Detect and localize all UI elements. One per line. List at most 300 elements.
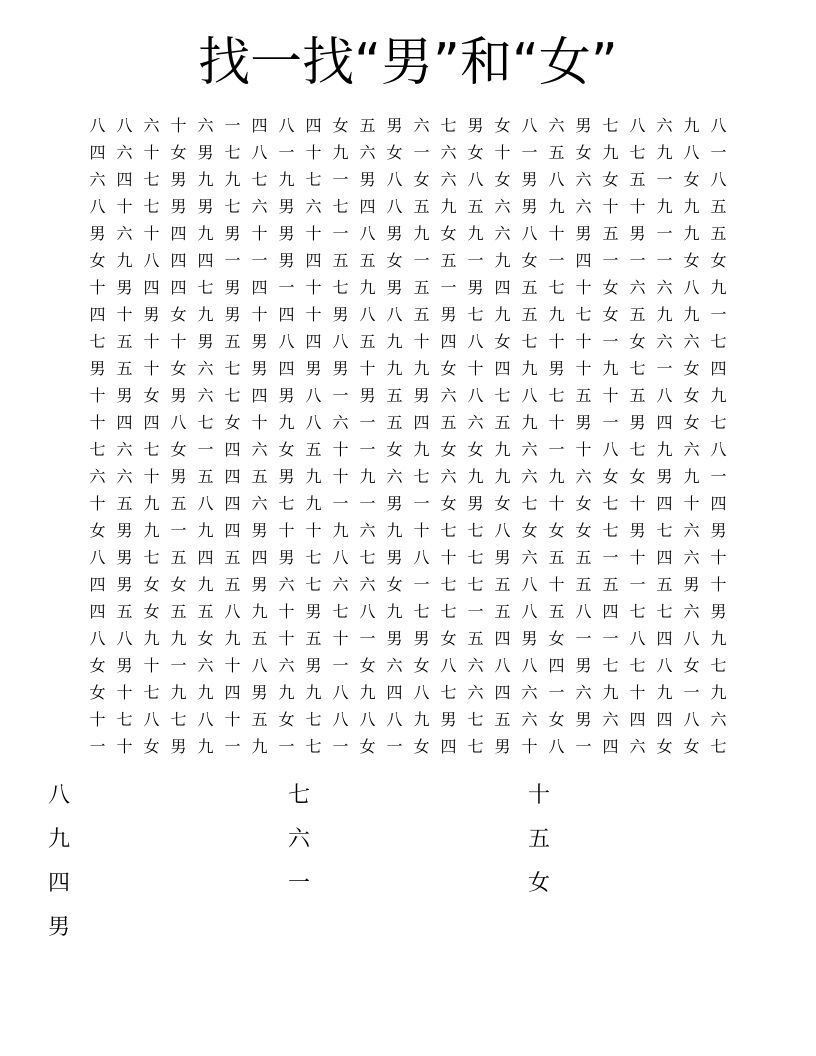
grid-cell[interactable]: 九 xyxy=(521,413,538,432)
grid-cell[interactable]: 十 xyxy=(143,656,160,675)
grid-cell[interactable]: 女 xyxy=(575,494,592,513)
grid-cell[interactable]: 五 xyxy=(575,386,592,405)
grid-cell[interactable]: 十 xyxy=(413,332,430,351)
grid-cell[interactable]: 六 xyxy=(197,656,214,675)
grid-cell[interactable]: 五 xyxy=(116,494,133,513)
grid-cell[interactable]: 男 xyxy=(386,494,403,513)
grid-cell[interactable]: 女 xyxy=(494,494,511,513)
grid-cell[interactable]: 六 xyxy=(656,116,673,135)
grid-cell[interactable]: 十 xyxy=(278,602,295,621)
grid-cell[interactable]: 女 xyxy=(413,656,430,675)
grid-cell[interactable]: 八 xyxy=(332,683,349,702)
grid-cell[interactable]: 男 xyxy=(278,467,295,486)
grid-cell[interactable]: 男 xyxy=(521,629,538,648)
grid-cell[interactable]: 一 xyxy=(548,251,565,270)
grid-cell[interactable]: 四 xyxy=(116,413,133,432)
grid-cell[interactable]: 五 xyxy=(467,629,484,648)
grid-cell[interactable]: 男 xyxy=(251,575,268,594)
grid-cell[interactable]: 七 xyxy=(143,170,160,189)
grid-cell[interactable]: 十 xyxy=(224,710,241,729)
grid-cell[interactable]: 五 xyxy=(494,710,511,729)
grid-cell[interactable]: 四 xyxy=(251,386,268,405)
grid-cell[interactable]: 九 xyxy=(278,683,295,702)
grid-cell[interactable]: 九 xyxy=(359,278,376,297)
grid-cell[interactable]: 十 xyxy=(224,656,241,675)
grid-cell[interactable]: 四 xyxy=(197,548,214,567)
grid-cell[interactable]: 九 xyxy=(305,683,322,702)
grid-cell[interactable]: 五 xyxy=(170,548,187,567)
grid-cell[interactable]: 九 xyxy=(548,305,565,324)
grid-cell[interactable]: 九 xyxy=(683,224,700,243)
grid-cell[interactable]: 女 xyxy=(143,602,160,621)
grid-cell[interactable]: 一 xyxy=(278,737,295,756)
grid-cell[interactable]: 六 xyxy=(467,656,484,675)
grid-cell[interactable]: 八 xyxy=(629,629,646,648)
grid-cell[interactable]: 男 xyxy=(224,224,241,243)
grid-cell[interactable]: 女 xyxy=(575,143,592,162)
grid-cell[interactable]: 男 xyxy=(359,386,376,405)
grid-cell[interactable]: 六 xyxy=(413,116,430,135)
grid-cell[interactable]: 一 xyxy=(548,440,565,459)
grid-cell[interactable]: 男 xyxy=(278,548,295,567)
grid-cell[interactable]: 五 xyxy=(413,278,430,297)
grid-cell[interactable]: 六 xyxy=(521,440,538,459)
grid-cell[interactable]: 女 xyxy=(386,575,403,594)
grid-cell[interactable]: 女 xyxy=(413,737,430,756)
grid-cell[interactable]: 四 xyxy=(251,116,268,135)
grid-cell[interactable]: 十 xyxy=(548,332,565,351)
grid-cell[interactable]: 九 xyxy=(548,467,565,486)
grid-cell[interactable]: 五 xyxy=(494,575,511,594)
grid-cell[interactable]: 男 xyxy=(170,197,187,216)
grid-cell[interactable]: 五 xyxy=(116,359,133,378)
grid-cell[interactable]: 七 xyxy=(440,521,457,540)
grid-cell[interactable]: 八 xyxy=(251,143,268,162)
grid-cell[interactable]: 五 xyxy=(629,170,646,189)
grid-cell[interactable]: 四 xyxy=(602,737,619,756)
grid-cell[interactable]: 八 xyxy=(332,710,349,729)
grid-cell[interactable]: 八 xyxy=(332,548,349,567)
grid-cell[interactable]: 四 xyxy=(440,737,457,756)
grid-cell[interactable]: 五 xyxy=(521,305,538,324)
grid-cell[interactable]: 一 xyxy=(575,737,592,756)
grid-cell[interactable]: 八 xyxy=(548,170,565,189)
grid-cell[interactable]: 七 xyxy=(332,197,349,216)
grid-cell[interactable]: 十 xyxy=(305,521,322,540)
grid-cell[interactable]: 十 xyxy=(251,305,268,324)
grid-cell[interactable]: 男 xyxy=(116,656,133,675)
grid-cell[interactable]: 一 xyxy=(656,224,673,243)
grid-cell[interactable]: 一 xyxy=(602,629,619,648)
grid-cell[interactable]: 六 xyxy=(359,521,376,540)
grid-cell[interactable]: 七 xyxy=(656,602,673,621)
grid-cell[interactable]: 一 xyxy=(548,683,565,702)
grid-cell[interactable]: 五 xyxy=(251,629,268,648)
grid-cell[interactable]: 六 xyxy=(359,143,376,162)
grid-cell[interactable]: 六 xyxy=(575,683,592,702)
grid-cell[interactable]: 十 xyxy=(143,359,160,378)
grid-cell[interactable]: 男 xyxy=(305,359,322,378)
grid-cell[interactable]: 九 xyxy=(413,710,430,729)
grid-cell[interactable]: 七 xyxy=(197,413,214,432)
grid-cell[interactable]: 男 xyxy=(386,548,403,567)
grid-cell[interactable]: 十 xyxy=(575,359,592,378)
grid-cell[interactable]: 一 xyxy=(602,413,619,432)
grid-cell[interactable]: 男 xyxy=(548,359,565,378)
grid-cell[interactable]: 六 xyxy=(386,467,403,486)
grid-cell[interactable]: 女 xyxy=(278,440,295,459)
grid-cell[interactable]: 十 xyxy=(143,332,160,351)
grid-cell[interactable]: 八 xyxy=(143,710,160,729)
grid-cell[interactable]: 六 xyxy=(683,602,700,621)
grid-cell[interactable]: 六 xyxy=(89,467,106,486)
grid-cell[interactable]: 四 xyxy=(89,602,106,621)
grid-cell[interactable]: 八 xyxy=(467,386,484,405)
grid-cell[interactable]: 男 xyxy=(278,386,295,405)
grid-cell[interactable]: 十 xyxy=(575,332,592,351)
grid-cell[interactable]: 九 xyxy=(602,359,619,378)
grid-cell[interactable]: 女 xyxy=(440,224,457,243)
grid-cell[interactable]: 女 xyxy=(656,737,673,756)
grid-cell[interactable]: 九 xyxy=(197,170,214,189)
grid-cell[interactable]: 一 xyxy=(386,737,403,756)
grid-cell[interactable]: 五 xyxy=(602,575,619,594)
grid-cell[interactable]: 五 xyxy=(116,332,133,351)
grid-cell[interactable]: 九 xyxy=(251,602,268,621)
grid-cell[interactable]: 七 xyxy=(710,413,727,432)
grid-cell[interactable]: 七 xyxy=(467,305,484,324)
grid-cell[interactable]: 男 xyxy=(251,683,268,702)
grid-cell[interactable]: 五 xyxy=(656,575,673,594)
grid-cell[interactable]: 四 xyxy=(305,251,322,270)
grid-cell[interactable]: 女 xyxy=(575,521,592,540)
grid-cell[interactable]: 五 xyxy=(440,413,457,432)
grid-cell[interactable]: 九 xyxy=(197,737,214,756)
grid-cell[interactable]: 男 xyxy=(629,224,646,243)
grid-cell[interactable]: 七 xyxy=(440,575,457,594)
grid-cell[interactable]: 六 xyxy=(116,143,133,162)
grid-cell[interactable]: 十 xyxy=(413,521,430,540)
grid-cell[interactable]: 男 xyxy=(197,143,214,162)
grid-cell[interactable]: 七 xyxy=(143,197,160,216)
grid-cell[interactable]: 九 xyxy=(467,467,484,486)
grid-cell[interactable]: 一 xyxy=(332,656,349,675)
grid-cell[interactable]: 六 xyxy=(332,575,349,594)
grid-cell[interactable]: 一 xyxy=(656,170,673,189)
grid-cell[interactable]: 九 xyxy=(710,386,727,405)
grid-cell[interactable]: 六 xyxy=(251,440,268,459)
grid-cell[interactable]: 六 xyxy=(521,548,538,567)
grid-cell[interactable]: 四 xyxy=(629,710,646,729)
grid-cell[interactable]: 十 xyxy=(305,143,322,162)
grid-cell[interactable]: 十 xyxy=(278,521,295,540)
grid-cell[interactable]: 四 xyxy=(656,413,673,432)
grid-cell[interactable]: 五 xyxy=(224,548,241,567)
grid-cell[interactable]: 八 xyxy=(89,548,106,567)
grid-cell[interactable]: 七 xyxy=(143,440,160,459)
grid-cell[interactable]: 六 xyxy=(548,116,565,135)
grid-cell[interactable]: 男 xyxy=(359,170,376,189)
grid-cell[interactable]: 十 xyxy=(116,737,133,756)
grid-cell[interactable]: 四 xyxy=(224,521,241,540)
grid-cell[interactable]: 四 xyxy=(170,251,187,270)
grid-cell[interactable]: 女 xyxy=(602,305,619,324)
grid-cell[interactable]: 十 xyxy=(548,575,565,594)
grid-cell[interactable]: 男 xyxy=(683,575,700,594)
grid-cell[interactable]: 七 xyxy=(224,359,241,378)
grid-cell[interactable]: 八 xyxy=(116,629,133,648)
grid-cell[interactable]: 男 xyxy=(251,332,268,351)
grid-cell[interactable]: 一 xyxy=(359,440,376,459)
grid-cell[interactable]: 十 xyxy=(89,278,106,297)
grid-cell[interactable]: 六 xyxy=(116,467,133,486)
grid-cell[interactable]: 八 xyxy=(683,143,700,162)
grid-cell[interactable]: 八 xyxy=(359,710,376,729)
grid-cell[interactable]: 四 xyxy=(494,629,511,648)
grid-cell[interactable]: 男 xyxy=(386,629,403,648)
grid-cell[interactable]: 七 xyxy=(629,143,646,162)
grid-cell[interactable]: 八 xyxy=(683,710,700,729)
grid-cell[interactable]: 八 xyxy=(89,116,106,135)
grid-cell[interactable]: 女 xyxy=(683,170,700,189)
grid-cell[interactable]: 七 xyxy=(251,170,268,189)
grid-cell[interactable]: 一 xyxy=(602,548,619,567)
grid-cell[interactable]: 一 xyxy=(413,143,430,162)
grid-cell[interactable]: 十 xyxy=(602,386,619,405)
grid-cell[interactable]: 一 xyxy=(467,251,484,270)
grid-cell[interactable]: 女 xyxy=(683,386,700,405)
grid-cell[interactable]: 八 xyxy=(305,386,322,405)
grid-cell[interactable]: 六 xyxy=(197,386,214,405)
grid-cell[interactable]: 一 xyxy=(170,521,187,540)
grid-cell[interactable]: 七 xyxy=(710,656,727,675)
grid-cell[interactable]: 九 xyxy=(710,278,727,297)
grid-cell[interactable]: 五 xyxy=(575,575,592,594)
grid-cell[interactable]: 七 xyxy=(467,575,484,594)
grid-cell[interactable]: 六 xyxy=(683,332,700,351)
grid-cell[interactable]: 女 xyxy=(332,116,349,135)
grid-cell[interactable]: 男 xyxy=(467,494,484,513)
grid-cell[interactable]: 女 xyxy=(602,467,619,486)
grid-cell[interactable]: 四 xyxy=(386,683,403,702)
grid-cell[interactable]: 一 xyxy=(710,467,727,486)
grid-cell[interactable]: 一 xyxy=(602,332,619,351)
grid-cell[interactable]: 女 xyxy=(278,710,295,729)
grid-cell[interactable]: 六 xyxy=(575,467,592,486)
grid-cell[interactable]: 一 xyxy=(197,440,214,459)
grid-cell[interactable]: 女 xyxy=(683,359,700,378)
grid-cell[interactable]: 九 xyxy=(602,683,619,702)
grid-cell[interactable]: 一 xyxy=(170,656,187,675)
grid-cell[interactable]: 九 xyxy=(656,143,673,162)
grid-cell[interactable]: 男 xyxy=(224,305,241,324)
grid-cell[interactable]: 女 xyxy=(467,440,484,459)
grid-cell[interactable]: 十 xyxy=(521,737,538,756)
grid-cell[interactable]: 九 xyxy=(386,332,403,351)
grid-cell[interactable]: 六 xyxy=(656,278,673,297)
grid-cell[interactable]: 男 xyxy=(170,737,187,756)
grid-cell[interactable]: 男 xyxy=(440,710,457,729)
grid-cell[interactable]: 八 xyxy=(440,656,457,675)
grid-cell[interactable]: 五 xyxy=(386,413,403,432)
grid-cell[interactable]: 四 xyxy=(548,656,565,675)
grid-cell[interactable]: 八 xyxy=(521,656,538,675)
grid-cell[interactable]: 一 xyxy=(251,251,268,270)
grid-cell[interactable]: 十 xyxy=(629,548,646,567)
grid-cell[interactable]: 八 xyxy=(197,710,214,729)
grid-cell[interactable]: 男 xyxy=(629,521,646,540)
grid-cell[interactable]: 七 xyxy=(602,656,619,675)
grid-cell[interactable]: 九 xyxy=(305,494,322,513)
grid-cell[interactable]: 九 xyxy=(197,305,214,324)
grid-cell[interactable]: 七 xyxy=(602,116,619,135)
grid-cell[interactable]: 五 xyxy=(494,413,511,432)
grid-cell[interactable]: 女 xyxy=(521,521,538,540)
grid-cell[interactable]: 六 xyxy=(332,413,349,432)
grid-cell[interactable]: 八 xyxy=(494,521,511,540)
grid-cell[interactable]: 六 xyxy=(386,656,403,675)
grid-cell[interactable]: 七 xyxy=(629,359,646,378)
grid-cell[interactable]: 五 xyxy=(521,278,538,297)
grid-cell[interactable]: 九 xyxy=(197,575,214,594)
grid-cell[interactable]: 十 xyxy=(116,683,133,702)
grid-cell[interactable]: 四 xyxy=(143,278,160,297)
grid-cell[interactable]: 九 xyxy=(656,683,673,702)
grid-cell[interactable]: 八 xyxy=(683,278,700,297)
grid-cell[interactable]: 女 xyxy=(143,737,160,756)
grid-cell[interactable]: 九 xyxy=(170,683,187,702)
grid-cell[interactable]: 一 xyxy=(278,278,295,297)
grid-cell[interactable]: 七 xyxy=(89,440,106,459)
grid-cell[interactable]: 十 xyxy=(629,683,646,702)
grid-cell[interactable]: 八 xyxy=(386,305,403,324)
grid-cell[interactable]: 六 xyxy=(710,710,727,729)
grid-cell[interactable]: 十 xyxy=(305,278,322,297)
grid-cell[interactable]: 九 xyxy=(332,143,349,162)
grid-cell[interactable]: 七 xyxy=(548,278,565,297)
grid-cell[interactable]: 六 xyxy=(602,710,619,729)
grid-cell[interactable]: 男 xyxy=(575,116,592,135)
grid-cell[interactable]: 一 xyxy=(224,737,241,756)
grid-cell[interactable]: 男 xyxy=(575,413,592,432)
grid-cell[interactable]: 十 xyxy=(89,710,106,729)
grid-cell[interactable]: 十 xyxy=(548,413,565,432)
grid-cell[interactable]: 女 xyxy=(89,521,106,540)
grid-cell[interactable]: 一 xyxy=(359,494,376,513)
grid-cell[interactable]: 八 xyxy=(359,602,376,621)
grid-cell[interactable]: 四 xyxy=(656,548,673,567)
grid-cell[interactable]: 九 xyxy=(683,467,700,486)
grid-cell[interactable]: 九 xyxy=(494,440,511,459)
grid-cell[interactable]: 十 xyxy=(710,548,727,567)
grid-cell[interactable]: 五 xyxy=(359,251,376,270)
grid-cell[interactable]: 七 xyxy=(521,332,538,351)
grid-cell[interactable]: 一 xyxy=(629,575,646,594)
grid-cell[interactable]: 一 xyxy=(656,251,673,270)
grid-cell[interactable]: 四 xyxy=(170,224,187,243)
grid-cell[interactable]: 女 xyxy=(548,710,565,729)
grid-cell[interactable]: 四 xyxy=(224,467,241,486)
grid-cell[interactable]: 六 xyxy=(521,467,538,486)
grid-cell[interactable]: 男 xyxy=(116,278,133,297)
grid-cell[interactable]: 女 xyxy=(359,656,376,675)
grid-cell[interactable]: 六 xyxy=(116,224,133,243)
grid-cell[interactable]: 九 xyxy=(683,197,700,216)
grid-cell[interactable]: 七 xyxy=(305,170,322,189)
grid-cell[interactable]: 八 xyxy=(710,170,727,189)
grid-cell[interactable]: 一 xyxy=(413,575,430,594)
grid-cell[interactable]: 女 xyxy=(440,359,457,378)
grid-cell[interactable]: 八 xyxy=(251,656,268,675)
grid-cell[interactable]: 十 xyxy=(629,494,646,513)
grid-cell[interactable]: 七 xyxy=(467,737,484,756)
grid-cell[interactable]: 八 xyxy=(710,116,727,135)
grid-cell[interactable]: 六 xyxy=(575,170,592,189)
grid-cell[interactable]: 九 xyxy=(305,467,322,486)
grid-cell[interactable]: 九 xyxy=(494,467,511,486)
grid-cell[interactable]: 九 xyxy=(224,170,241,189)
grid-cell[interactable]: 四 xyxy=(251,548,268,567)
grid-cell[interactable]: 九 xyxy=(386,359,403,378)
grid-cell[interactable]: 四 xyxy=(656,494,673,513)
grid-cell[interactable]: 女 xyxy=(89,656,106,675)
grid-cell[interactable]: 十 xyxy=(89,494,106,513)
grid-cell[interactable]: 十 xyxy=(548,224,565,243)
grid-cell[interactable]: 十 xyxy=(710,575,727,594)
grid-cell[interactable]: 五 xyxy=(413,197,430,216)
grid-cell[interactable]: 十 xyxy=(575,278,592,297)
grid-cell[interactable]: 十 xyxy=(278,629,295,648)
grid-cell[interactable]: 女 xyxy=(440,629,457,648)
grid-cell[interactable]: 九 xyxy=(143,521,160,540)
grid-cell[interactable]: 五 xyxy=(494,602,511,621)
grid-cell[interactable]: 七 xyxy=(629,440,646,459)
grid-cell[interactable]: 六 xyxy=(629,278,646,297)
grid-cell[interactable]: 男 xyxy=(440,305,457,324)
grid-cell[interactable]: 五 xyxy=(548,602,565,621)
grid-cell[interactable]: 男 xyxy=(170,170,187,189)
grid-cell[interactable]: 七 xyxy=(143,548,160,567)
grid-cell[interactable]: 女 xyxy=(494,332,511,351)
grid-cell[interactable]: 八 xyxy=(224,602,241,621)
grid-cell[interactable]: 女 xyxy=(386,143,403,162)
grid-cell[interactable]: 男 xyxy=(467,278,484,297)
grid-cell[interactable]: 八 xyxy=(521,386,538,405)
grid-cell[interactable]: 九 xyxy=(359,467,376,486)
grid-cell[interactable]: 四 xyxy=(251,278,268,297)
grid-cell[interactable]: 男 xyxy=(332,305,349,324)
grid-cell[interactable]: 九 xyxy=(143,629,160,648)
grid-cell[interactable]: 八 xyxy=(305,413,322,432)
grid-cell[interactable]: 十 xyxy=(359,359,376,378)
grid-cell[interactable]: 九 xyxy=(251,737,268,756)
grid-cell[interactable]: 男 xyxy=(251,521,268,540)
grid-cell[interactable]: 一 xyxy=(332,224,349,243)
grid-cell[interactable]: 一 xyxy=(521,143,538,162)
grid-cell[interactable]: 七 xyxy=(710,332,727,351)
grid-cell[interactable]: 六 xyxy=(251,197,268,216)
grid-cell[interactable]: 四 xyxy=(278,359,295,378)
grid-cell[interactable]: 六 xyxy=(683,521,700,540)
grid-cell[interactable]: 一 xyxy=(683,683,700,702)
grid-cell[interactable]: 八 xyxy=(386,170,403,189)
grid-cell[interactable]: 男 xyxy=(278,197,295,216)
grid-cell[interactable]: 男 xyxy=(251,359,268,378)
grid-cell[interactable]: 五 xyxy=(548,143,565,162)
grid-cell[interactable]: 六 xyxy=(629,737,646,756)
grid-cell[interactable]: 七 xyxy=(332,278,349,297)
grid-cell[interactable]: 八 xyxy=(386,197,403,216)
